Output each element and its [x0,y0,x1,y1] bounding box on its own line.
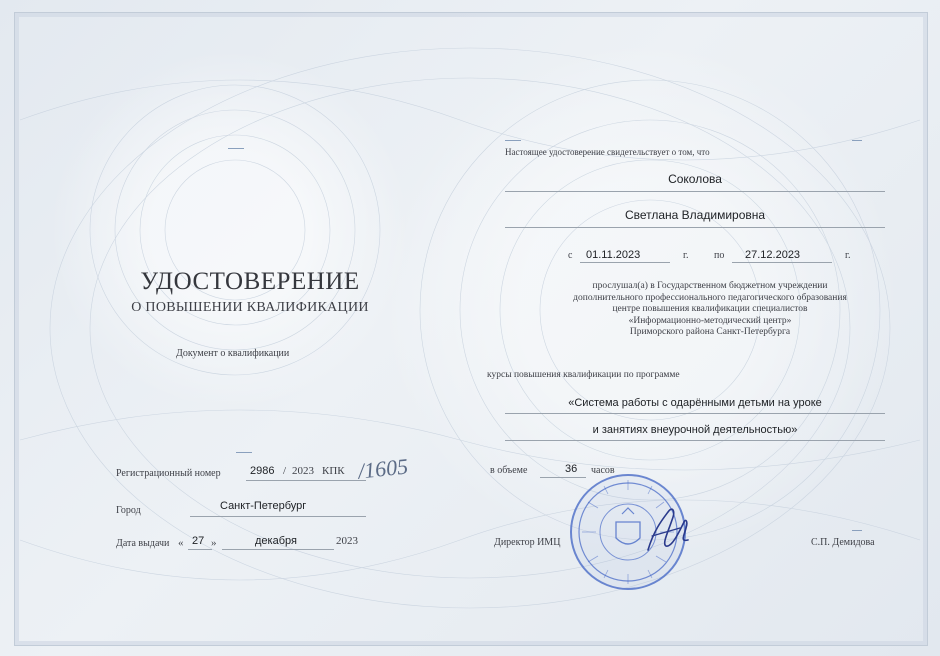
registration-kpk: КПК [322,465,345,477]
registration-label: Регистрационный номер [116,468,221,479]
holder-surname: Соколова [668,172,722,186]
surname-underline [505,191,885,192]
registration-year: 2023 [292,465,314,477]
name-underline [505,227,885,228]
organization-line: Приморского района Санкт-Петербурга [629,327,791,338]
holder-name-patronymic: Светлана Владимировна [624,208,766,222]
issue-date-year: 2023 [336,535,358,547]
course-label: курсы повышения квалификации по программе [487,370,680,380]
decorative-dash [236,452,252,453]
certificate-title: УДОСТОВЕРЕНИЕ [140,268,360,295]
registration-number: 2986 [250,465,275,477]
volume-unit: часов [591,465,615,476]
issue-day-underline [188,549,212,550]
certificate-subtitle: О ПОВЫШЕНИИ КВАЛИФИКАЦИИ [131,300,369,315]
to-date-underline [732,262,832,263]
issue-date-month: декабря [255,535,297,547]
volume-label: в объеме [490,465,528,476]
decorative-dash [228,148,244,149]
period-to-label: по [714,250,725,261]
issue-date-day: 27 [192,535,205,547]
document-type-label: Документ о квалификации [176,348,290,359]
organization-line: центре повышения квалификации специалистов [612,304,808,315]
organization-line: «Информационно-методический центр» [628,315,792,326]
director-label: Директор ИМЦ [494,537,561,548]
volume-value: 36 [565,463,578,475]
registration-handwritten-number: /1605 [356,453,410,484]
period-year-suffix-2: г. [845,250,851,261]
city-underline [190,516,366,517]
organization-line: дополнительного профессионального педагогического образования [573,292,847,303]
decorative-dash [852,140,862,141]
registration-separator: / [283,465,287,477]
city-label: Город [116,505,141,516]
issue-date-open-quote: « [178,537,184,549]
course-line-1-underline [505,413,885,414]
certify-text: Настоящее удостоверение свидетельствует о том, что [505,147,710,157]
decorative-dash [505,140,521,141]
director-name: С.П. Демидова [811,537,875,548]
registration-underline [246,480,366,481]
organization-line: прослушал(а) в Государственном бюджетном учреждении [592,281,828,291]
issue-month-underline [222,549,334,550]
course-line-2-underline [505,440,885,441]
period-from-date: 01.11.2023 [586,249,641,261]
period-year-suffix-1: г. [683,250,689,261]
from-date-underline [580,262,670,263]
director-signature-icon [640,500,700,560]
period-to-date: 27.12.2023 [745,249,801,261]
organization-block [520,281,900,339]
course-title-line-1: «Система работы с одарёнными детьми на уроке [568,397,822,409]
issue-date-close-quote: » [211,537,217,549]
period-from-label: с [568,250,573,261]
course-title-line-2: и занятиях внеурочной деятельностью» [592,424,798,436]
decorative-dash [852,530,862,531]
city-value: Санкт-Петербург [220,500,307,512]
issue-date-label: Дата выдачи [116,538,170,549]
